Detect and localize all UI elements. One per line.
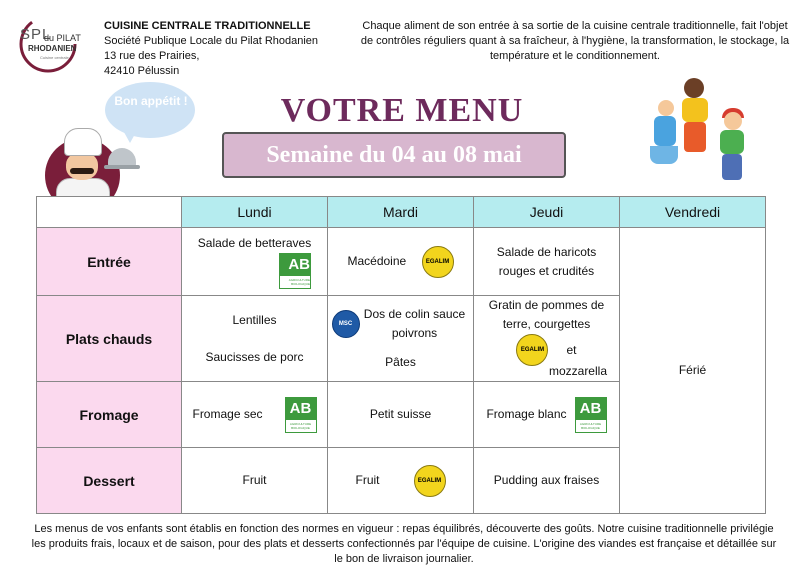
kid-head — [724, 112, 742, 130]
logo-spl-text: SPL — [20, 26, 52, 43]
day-header-vendredi: Vendredi — [620, 197, 766, 228]
logo-rhodanien-text: RHODANIEN — [28, 44, 77, 53]
table-header-row — [37, 197, 766, 228]
table-row-entree — [37, 228, 766, 296]
speech-bubble-text: Bon appétit ! — [114, 94, 188, 108]
dish-name: Salade de haricots rouges et crudités — [496, 244, 597, 278]
speech-bubble — [105, 82, 195, 138]
menu-table — [36, 196, 766, 514]
dish-name: Fruit — [355, 473, 380, 487]
chef-hat-icon — [64, 128, 102, 156]
quality-notice: Chaque aliment de son entrée à sa sortie de la cuisine centrale traditionnelle, fait l'objet de contrôles réguliers quant à sa fraîcheur, à l'hygiène, la transformation, le stockage, la température et le conditionnement. — [360, 20, 790, 62]
dish-name: Macédoine — [347, 253, 407, 268]
organization-street: 13 rue des Prairies, — [104, 50, 200, 62]
cell-plats-jeudi — [474, 296, 620, 382]
category-plats-chauds: Plats chauds — [37, 296, 182, 382]
cell-entree-jeudi — [474, 228, 620, 296]
organization-city: 42410 Pélussin — [104, 65, 180, 77]
ab-label-icon: AB AGRICULTURE BIOLOGIQUE — [285, 397, 317, 433]
cell-vendredi-ferie: Férié — [620, 228, 766, 514]
cell-fromage-mardi: Petit suisse — [328, 382, 474, 448]
week-banner: Semaine du 04 au 08 mai — [222, 132, 566, 178]
organization-entity: Société Publique Locale du Pilat Rhodanien — [104, 35, 319, 47]
egalim-label-icon: EGALIM — [414, 465, 446, 497]
kid-body — [654, 116, 676, 146]
dish-name: Fromage sec — [192, 407, 263, 421]
category-fromage: Fromage — [37, 382, 182, 448]
logo-subtitle: Cuisine centrale — [40, 55, 69, 60]
dish-name: mozzarella — [548, 364, 607, 378]
msc-label-icon: MSC — [332, 310, 360, 338]
cell-entree-mardi — [328, 228, 474, 296]
kid-legs — [722, 154, 742, 180]
kid-body — [682, 98, 708, 122]
logo-du-text: du PILAT — [44, 33, 81, 43]
dish-name: Fromage blanc — [486, 407, 567, 421]
organization-block — [104, 19, 318, 79]
day-header-jeudi: Jeudi — [474, 197, 620, 228]
ab-label-icon: AB AGRICULTURE BIOLOGIQUE — [575, 397, 607, 433]
chef-mustache — [70, 168, 94, 174]
cloche-plate — [104, 165, 140, 169]
dish-name: Pâtes — [385, 355, 416, 369]
cell-dessert-mardi — [328, 448, 474, 514]
cloche-icon — [108, 148, 136, 166]
cell-plats-lundi — [182, 296, 328, 382]
cell-fromage-jeudi — [474, 382, 620, 448]
kid-legs — [684, 122, 706, 152]
kid-dress — [650, 146, 678, 164]
dish-name: Saucisses de porc — [205, 349, 304, 364]
dish-name: Gratin de pommes de terre, courgettes — [488, 298, 605, 331]
cell-dessert-lundi: Fruit — [182, 448, 328, 514]
cell-fromage-lundi — [182, 382, 328, 448]
kid-head — [658, 100, 674, 116]
page-title: VOTRE MENU — [280, 92, 524, 129]
table-corner — [37, 197, 182, 228]
chef-face — [66, 152, 98, 180]
egalim-label-icon: EGALIM — [422, 246, 454, 278]
dish-name: Lentilles — [232, 312, 277, 327]
dish-name: Dos de colin sauce poivrons — [363, 307, 466, 340]
egalim-label-icon: EGALIM — [516, 334, 548, 366]
category-dessert: Dessert — [37, 448, 182, 514]
kid-body — [720, 130, 744, 154]
cell-dessert-jeudi: Pudding aux fraises — [474, 448, 620, 514]
day-header-lundi: Lundi — [182, 197, 328, 228]
dish-name: Salade de betteraves — [197, 236, 312, 250]
category-entree: Entrée — [37, 228, 182, 296]
speech-bubble-tail — [120, 125, 140, 143]
organization-name: CUISINE CENTRALE TRADITIONNELLE — [104, 20, 311, 32]
day-header-mardi: Mardi — [328, 197, 474, 228]
dish-connector: et — [566, 342, 577, 357]
cell-plats-mardi — [328, 296, 474, 382]
kid-head — [684, 78, 704, 98]
ab-label-icon: AB AGRICULTURE BIOLOGIQUE — [279, 253, 311, 289]
footer-note: Les menus de vos enfants sont établis en fonction des normes en vigueur : repas équilibrés, découverte des goûts. Notre cuisine traditionnelle privilégie les produits frais, locaux et de saison, pour des plats et desserts confectionnés par l'équipe de cuisine. L'origine des viandes est française et détaillée sur le bon de livraison journalier. — [31, 523, 777, 565]
cell-entree-lundi — [182, 228, 328, 296]
